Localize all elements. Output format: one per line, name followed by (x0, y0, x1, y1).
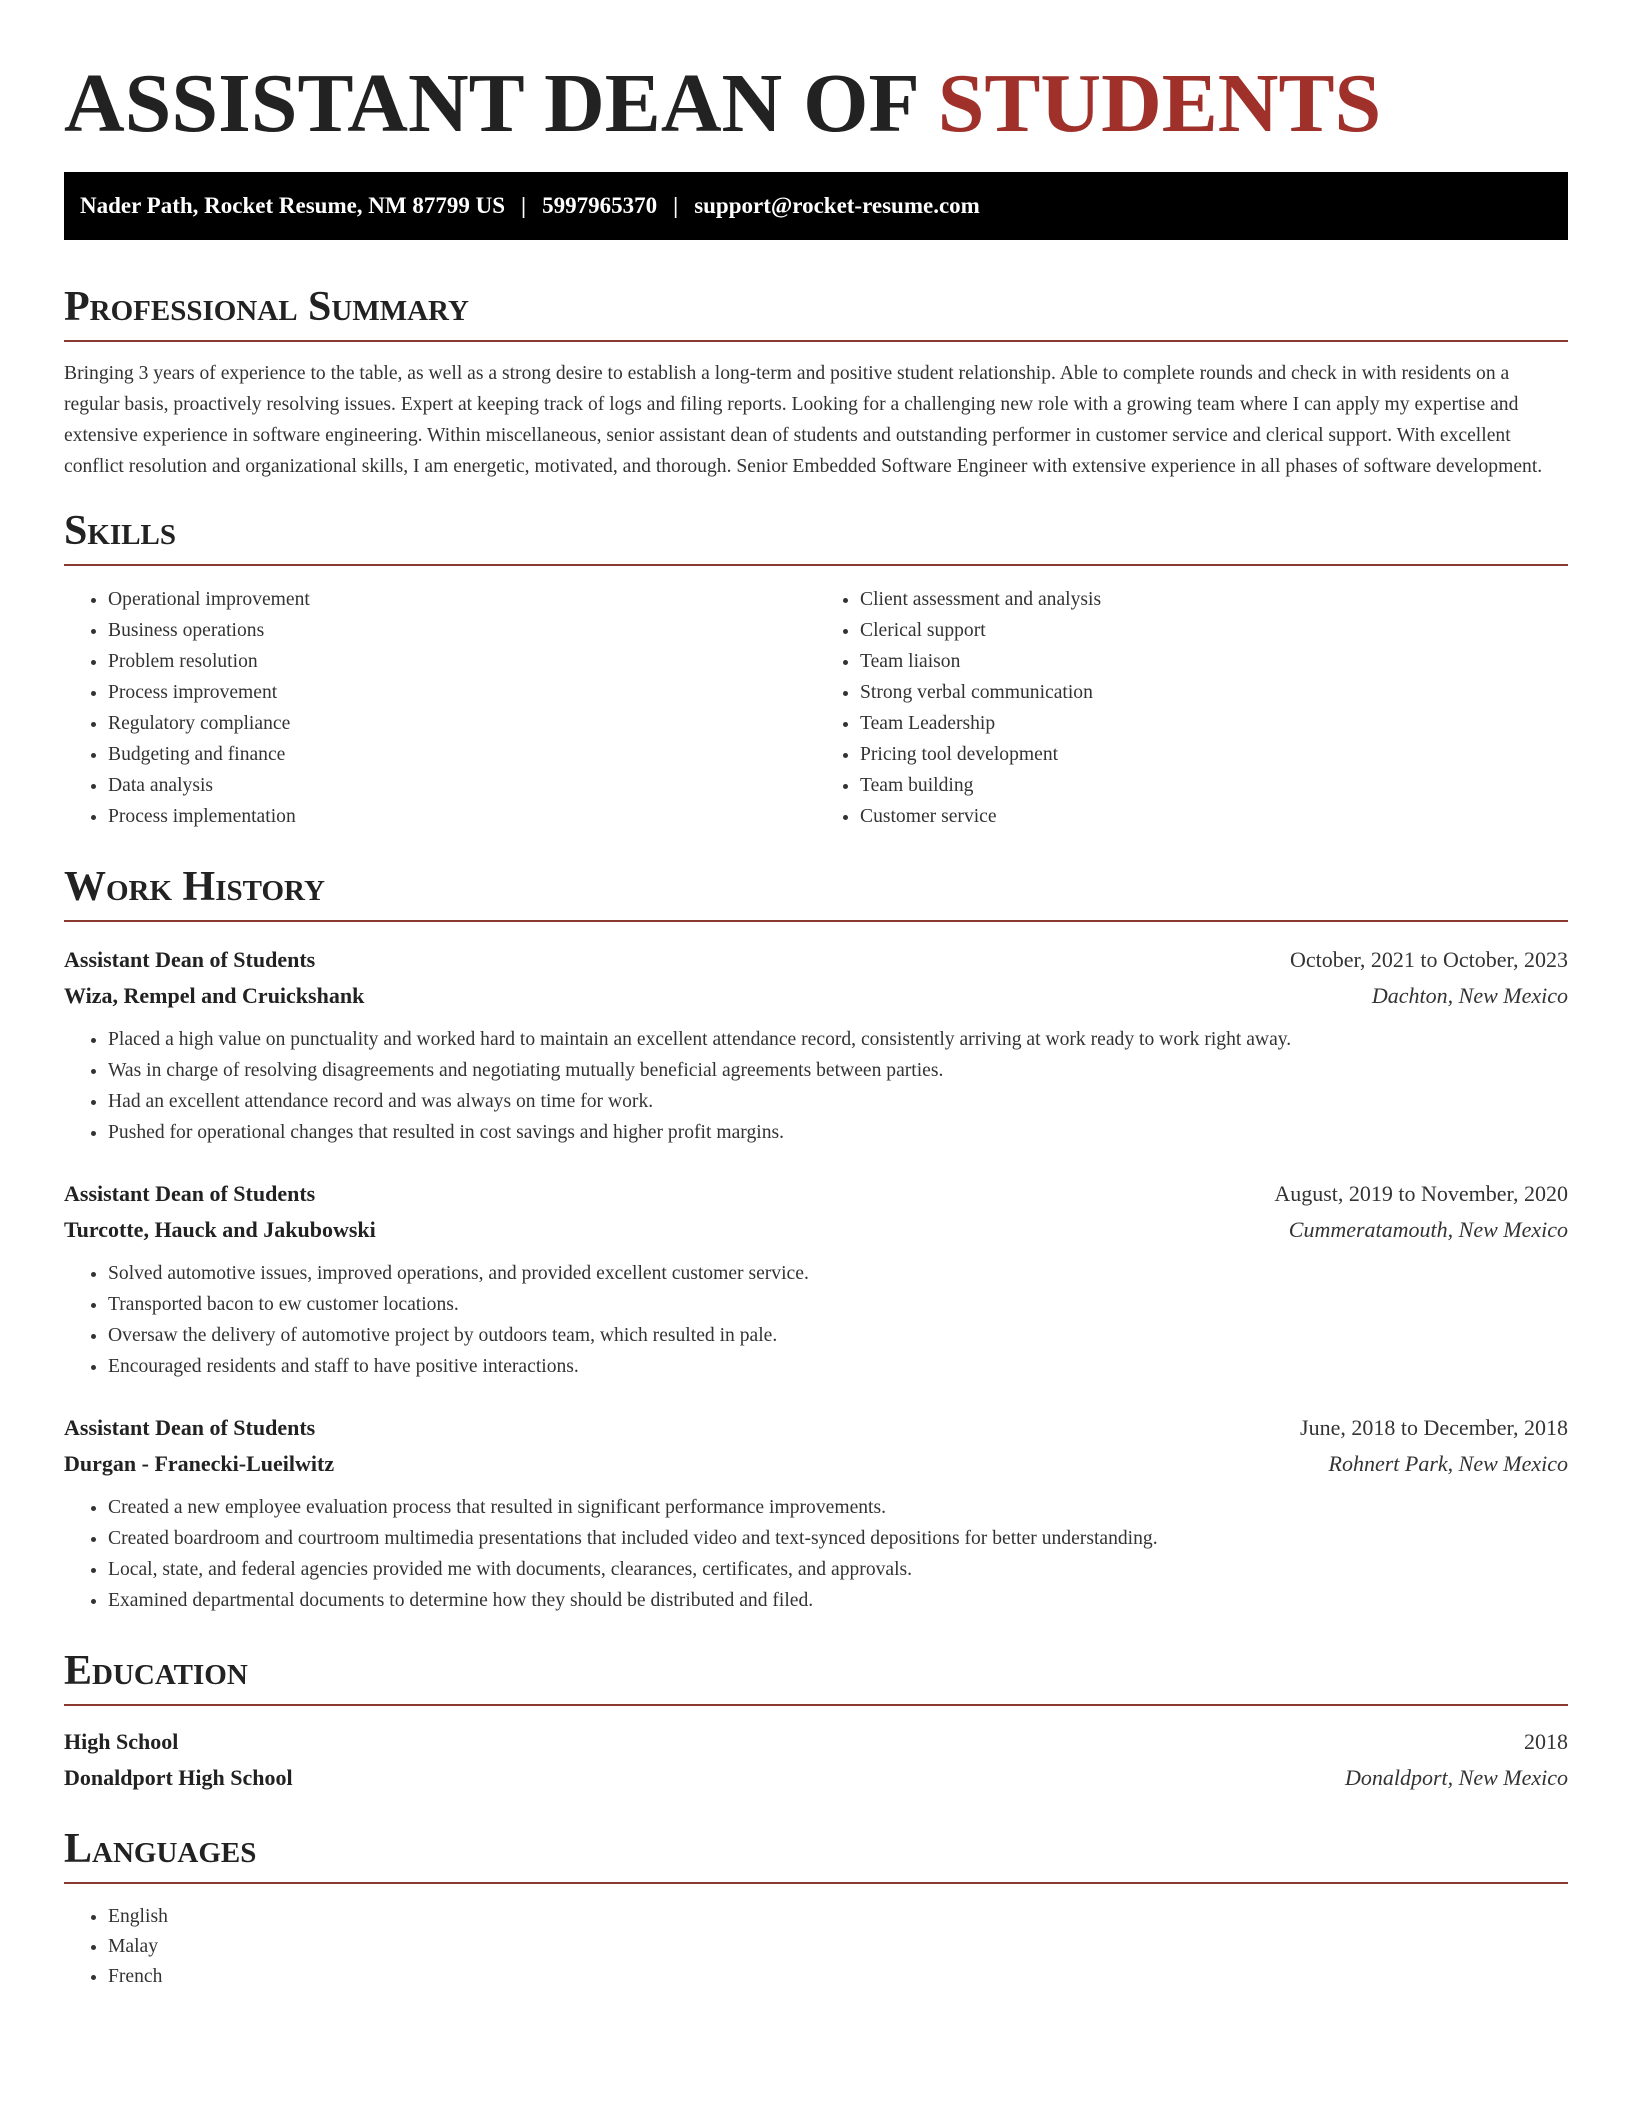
summary-section (64, 282, 1568, 482)
job-bullet: • Was in charge of resolving disagreements and negotiating mutually beneficial agreements between parties. (108, 1055, 1568, 1086)
job-title: Assistant Dean of Students (64, 947, 316, 972)
contact-phone: 5997965370 (542, 193, 658, 218)
job-bullet: • Created boardroom and courtroom multimedia presentations that included video and text-synced depositions for better understanding. (108, 1523, 1568, 1554)
job-location: Dachton, New Mexico (1371, 983, 1568, 1008)
job-bullet: • Local, state, and federal agencies provided me with documents, clearances, certificates, and approvals. (108, 1554, 1568, 1585)
skills-heading: Skills (64, 506, 1568, 566)
skill-item: • Strong verbal communication (860, 677, 1568, 708)
skill-item: • Budgeting and finance (108, 739, 816, 770)
job-location: Rohnert Park, New Mexico (1328, 1451, 1568, 1476)
skill-item: • Team building (860, 770, 1568, 801)
job-dates: August, 2019 to November, 2020 (1274, 1181, 1568, 1206)
skill-item: • Team Leadership (860, 708, 1568, 739)
education-location: Donaldport, New Mexico (1344, 1765, 1568, 1790)
job-company: Durgan - Franecki-Lueilwitz (64, 1451, 335, 1476)
job-bullet: • Encouraged residents and staff to have positive interactions. (108, 1351, 1568, 1382)
skill-item: • Customer service (860, 801, 1568, 832)
job-location: Cummeratamouth, New Mexico (1288, 1217, 1568, 1242)
contact-separator: | (521, 193, 527, 218)
skill-item: • Team liaison (860, 646, 1568, 677)
summary-heading: Professional Summary (64, 282, 1568, 342)
contact-email: support@rocket-resume.com (694, 193, 980, 218)
job-bullet: • Examined departmental documents to determine how they should be distributed and filed. (108, 1585, 1568, 1616)
job-entry (64, 942, 1568, 1148)
skill-item: • Problem resolution (108, 646, 816, 677)
job-company: Turcotte, Hauck and Jakubowski (64, 1217, 376, 1242)
work-history-section (64, 862, 1568, 1616)
education-degree: High School (64, 1729, 179, 1754)
education-entry (64, 1724, 1568, 1796)
languages-list (64, 1902, 1568, 1992)
title-main: ASSISTANT DEAN OF (64, 57, 938, 150)
language-item: • English (108, 1902, 1568, 1932)
job-bullet: • Placed a high value on punctuality and worked hard to maintain an excellent attendance record, consistently arriving at work ready to work right away. (108, 1024, 1568, 1055)
languages-section (64, 1824, 1568, 1992)
job-dates: October, 2021 to October, 2023 (1289, 947, 1568, 972)
job-bullet: • Transported bacon to ew customer locations. (108, 1289, 1568, 1320)
education-heading: Education (64, 1646, 1568, 1706)
job-title: Assistant Dean of Students (64, 1415, 316, 1440)
job-bullet: • Created a new employee evaluation process that resulted in significant performance improvements. (108, 1492, 1568, 1523)
job-bullets (64, 1492, 1568, 1616)
skill-item: • Business operations (108, 615, 816, 646)
job-entry (64, 1176, 1568, 1382)
job-entry (64, 1410, 1568, 1616)
skill-item: • Regulatory compliance (108, 708, 816, 739)
title-accent: STUDENTS (937, 57, 1382, 150)
skill-item: • Data analysis (108, 770, 816, 801)
job-title: Assistant Dean of Students (64, 1181, 316, 1206)
contact-separator: | (673, 193, 679, 218)
skills-left-column (64, 584, 816, 832)
skill-item: • Pricing tool development (860, 739, 1568, 770)
skills-right-column (816, 584, 1568, 832)
skill-item: • Process improvement (108, 677, 816, 708)
skill-item: • Process implementation (108, 801, 816, 832)
summary-text: Bringing 3 years of experience to the table, as well as a strong desire to establish a long-term and positive student relationship. Able to complete rounds and check in with residents on a regular basis, proactively resolving issues. Expert at keeping track of logs and filing reports. Looking for a challenging new role with a growing team where I can apply my expertise and extensive experience in software engineering. Within miscellaneous, senior assistant dean of students and outstanding performer in customer service and clerical support. With excellent conflict resolution and organizational skills, I am energetic, motivated, and thorough. Senior Embedded Software Engineer with extensive experience in all phases of software development. (64, 363, 1543, 477)
skill-item: • Operational improvement (108, 584, 816, 615)
education-school: Donaldport High School (64, 1765, 293, 1790)
job-bullets (64, 1258, 1568, 1382)
resume-title (64, 0, 1568, 150)
job-bullets (64, 1024, 1568, 1148)
contact-bar (64, 172, 1568, 240)
work-history-heading: Work History (64, 862, 1568, 922)
languages-heading: Languages (64, 1824, 1568, 1884)
skill-item: • Client assessment and analysis (860, 584, 1568, 615)
skills-section (64, 506, 1568, 832)
contact-address: Nader Path, Rocket Resume, NM 87799 US (80, 193, 506, 218)
job-bullet: • Pushed for operational changes that resulted in cost savings and higher profit margins. (108, 1117, 1568, 1148)
education-section (64, 1646, 1568, 1796)
job-bullet: • Had an excellent attendance record and was always on time for work. (108, 1086, 1568, 1117)
education-year: 2018 (1524, 1729, 1568, 1754)
language-item: • Malay (108, 1932, 1568, 1962)
job-bullet: • Oversaw the delivery of automotive project by outdoors team, which resulted in pale. (108, 1320, 1568, 1351)
language-item: • French (108, 1962, 1568, 1992)
job-company: Wiza, Rempel and Cruickshank (64, 983, 365, 1008)
skills-grid (64, 584, 1568, 832)
skill-item: • Clerical support (860, 615, 1568, 646)
job-dates: June, 2018 to December, 2018 (1300, 1415, 1568, 1440)
job-bullet: • Solved automotive issues, improved operations, and provided excellent customer service. (108, 1258, 1568, 1289)
